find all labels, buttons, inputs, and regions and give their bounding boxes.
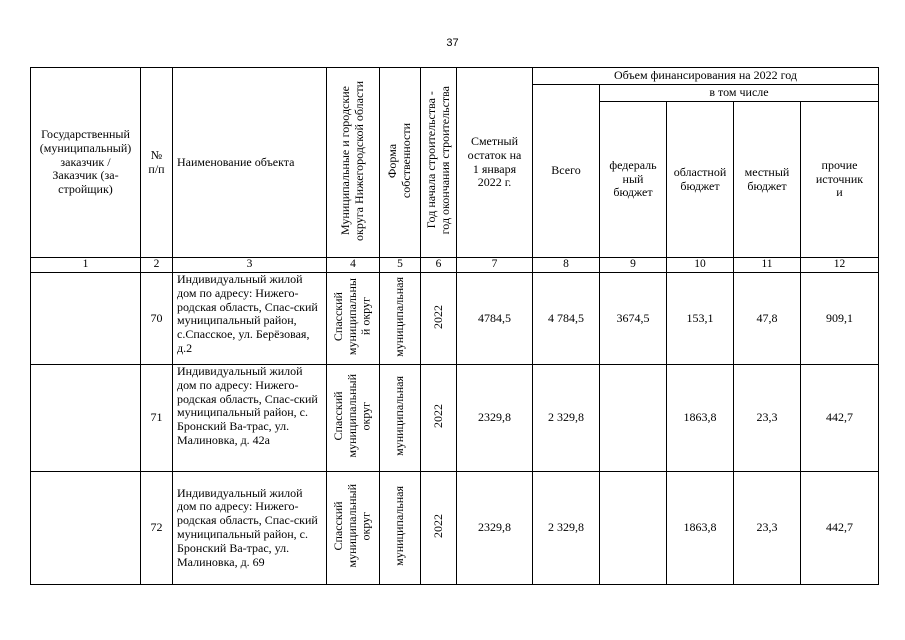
header-num: № п/п <box>141 68 173 258</box>
row-ownership-text: муниципальная <box>392 486 407 567</box>
financing-table <box>30 67 879 585</box>
column-number: 9 <box>600 258 667 273</box>
row-customer <box>31 273 141 365</box>
table-row <box>31 365 879 472</box>
table-row <box>31 273 879 365</box>
header-ownership <box>380 68 421 258</box>
header-municipality <box>327 68 380 258</box>
row-municipality-text: Спасский муниципальный округ <box>331 484 373 568</box>
row-num: 70 <box>141 273 173 365</box>
row-years-text: 2022 <box>430 404 445 429</box>
row-regional: 1863,8 <box>667 472 734 585</box>
row-local: 23,3 <box>734 472 801 585</box>
column-number: 2 <box>141 258 173 273</box>
column-number: 3 <box>173 258 327 273</box>
row-estimate: 2329,8 <box>457 365 533 472</box>
row-municipality <box>327 472 380 585</box>
row-municipality <box>327 273 380 365</box>
header-row-1 <box>31 68 879 85</box>
row-total: 2 329,8 <box>533 365 600 472</box>
header-years-text: Год начала строительства - год окончания строительства <box>423 86 452 235</box>
row-years-text: 2022 <box>430 514 445 539</box>
row-num: 71 <box>141 365 173 472</box>
header-other: прочие источник и <box>801 102 879 258</box>
row-ownership <box>380 273 421 365</box>
column-number: 6 <box>421 258 457 273</box>
row-other: 442,7 <box>801 365 879 472</box>
column-number: 5 <box>380 258 421 273</box>
row-ownership-text: муниципальная <box>392 276 407 357</box>
row-object: Индивидуальный жилой дом по адресу: Нижего-родская область, Спас-ский муниципальный район, с.Спасское, ул. Берёзовая, д.2 <box>173 273 327 365</box>
header-local: местный бюджет <box>734 102 801 258</box>
row-ownership-text: муниципальная <box>392 376 407 457</box>
header-regional: областной бюджет <box>667 102 734 258</box>
row-federal: 3674,5 <box>600 273 667 365</box>
page-number: 37 <box>446 37 459 49</box>
row-estimate: 2329,8 <box>457 472 533 585</box>
row-ownership <box>380 472 421 585</box>
row-federal <box>600 365 667 472</box>
row-ownership <box>380 365 421 472</box>
row-other: 909,1 <box>801 273 879 365</box>
row-local: 23,3 <box>734 365 801 472</box>
row-num: 72 <box>141 472 173 585</box>
row-municipality-text: Спасский муниципальный округ <box>331 374 373 458</box>
column-number: 7 <box>457 258 533 273</box>
row-total: 2 329,8 <box>533 472 600 585</box>
column-number: 8 <box>533 258 600 273</box>
row-local: 47,8 <box>734 273 801 365</box>
row-years <box>421 365 457 472</box>
column-number: 4 <box>327 258 380 273</box>
row-object: Индивидуальный жилой дом по адресу: Нижего-родская область, Спас-ский муниципальный район, с. Бронский Ва-трас, ул. Малиновка, д. 69 <box>173 472 327 585</box>
column-number: 11 <box>734 258 801 273</box>
header-estimate: Сметный остаток на 1 января 2022 г. <box>457 68 533 258</box>
row-municipality-text: Спасский муниципальны й округ <box>331 278 373 356</box>
table-row <box>31 472 879 585</box>
row-regional: 1863,8 <box>667 365 734 472</box>
row-years <box>421 273 457 365</box>
row-estimate: 4784,5 <box>457 273 533 365</box>
row-years <box>421 472 457 585</box>
row-regional: 153,1 <box>667 273 734 365</box>
row-federal <box>600 472 667 585</box>
row-total: 4 784,5 <box>533 273 600 365</box>
row-customer <box>31 472 141 585</box>
column-numbers-row <box>31 258 879 273</box>
header-total: Всего <box>533 85 600 258</box>
header-including: в том числе <box>600 85 879 102</box>
header-customer: Государственный (муниципальный) заказчик / Заказчик (за- стройщик) <box>31 68 141 258</box>
header-financing-group: Объем финансирования на 2022 год <box>533 68 879 85</box>
column-number: 12 <box>801 258 879 273</box>
header-federal: федераль ный бюджет <box>600 102 667 258</box>
column-number: 10 <box>667 258 734 273</box>
column-number: 1 <box>31 258 141 273</box>
header-municipality-text: Муниципальные и городские округа Нижегородской области <box>338 80 366 241</box>
header-object: Наименование объекта <box>173 68 327 258</box>
row-other: 442,7 <box>801 472 879 585</box>
header-ownership-text: Форма собственности <box>385 123 413 199</box>
header-years <box>421 68 457 258</box>
row-object: Индивидуальный жилой дом по адресу: Нижего-родская область, Спас-ский муниципальный район, с. Бронский Ва-трас, ул. Малиновка, д. 42а <box>173 365 327 472</box>
row-customer <box>31 365 141 472</box>
row-municipality <box>327 365 380 472</box>
row-years-text: 2022 <box>430 304 445 329</box>
